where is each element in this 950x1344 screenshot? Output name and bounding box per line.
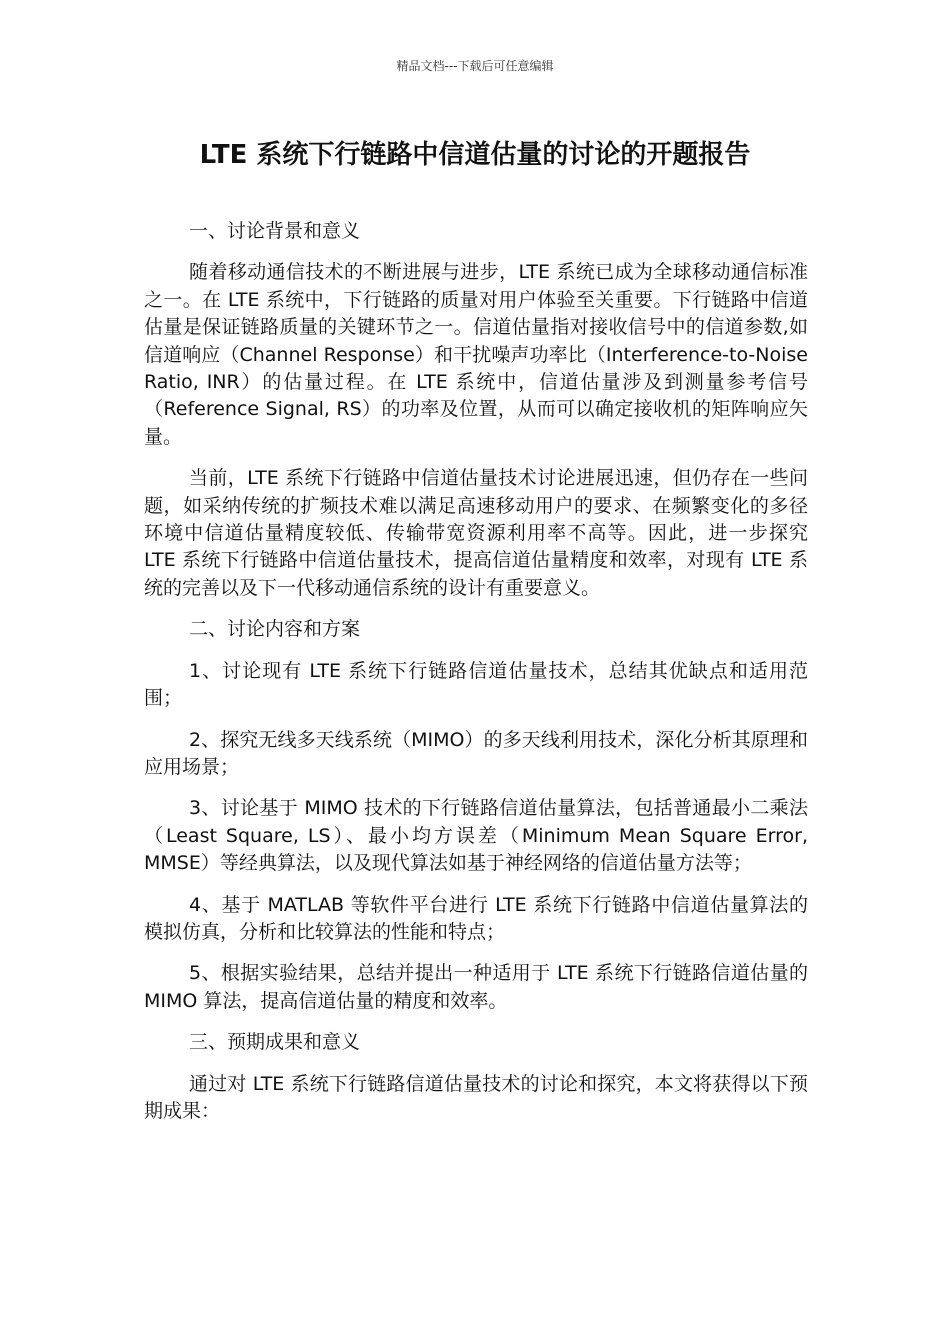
document-title: LTE 系统下行链路中信道估量的讨论的开题报告: [199, 140, 751, 170]
paragraph-expected-1: 通过对 LTE 系统下行链路信道估量技术的讨论和探究，本文将获得以下预期成果：: [144, 1072, 808, 1122]
paragraph-background-2: 当前，LTE 系统下行链路中信道估量技术讨论进展迅速，但仍存在一些问题，如采纳传统的扩频技术难以满足高速移动用户的要求、在频繁变化的多径环境中信道估量精度较低、传输带宽资源利用率不高等。因此，进一步探究 LTE 系统下行链路中信道估量技术，提高信道估量精度和效率，对现有 LTE 系统的完善以及下一代移动通信系统的设计有重要意义。: [144, 467, 808, 599]
section-heading-content: 二、讨论内容和方案: [189, 618, 361, 641]
list-item: 2、探究无线多天线系统（MIMO）的多天线利用技术，深化分析其原理和应用场景；: [144, 728, 808, 778]
document-body: [144, 218, 808, 1139]
list-item: 3、讨论基于 MIMO 技术的下行链路信道估量算法，包括普通最小二乘法（Least Square, LS）、最小均方误差（Minimum Mean Square Error, MMSE）等经典算法，以及现代算法如基于神经网络的信道估量方法等；: [144, 797, 808, 875]
list-item: 5、根据实验结果，总结并提出一种适用于 LTE 系统下行链路信道估量的 MIMO 算法，提高信道估量的精度和效率。: [144, 962, 808, 1012]
section-heading-background: 一、讨论背景和意义: [189, 220, 361, 242]
list-item: 4、基于 MATLAB 等软件平台进行 LTE 系统下行链路中信道估量算法的模拟仿真，分析和比较算法的性能和特点；: [144, 893, 808, 943]
paragraph-background-1: 随着移动通信技术的不断进展与进步，LTE 系统已成为全球移动通信标准之一。在 LTE 系统中，下行链路的质量对用户体验至关重要。下行链路中信道估量是保证链路质量的关键环节之一。信道估量指对接收信号中的信道参数,如信道响应（Channel Response）和干扰噪声功率比（Interference-to-Noise Ratio, INR）的估量过程。在 LTE 系统中，信道估量涉及到测量参考信号（Reference Signal, RS）的功率及位置，从而可以确定接收机的矩阵响应矢量。: [144, 261, 808, 448]
page-header: 精品文档---下载后可任意编辑: [396, 59, 554, 73]
list-item: 1、讨论现有 LTE 系统下行链路信道估量技术，总结其优缺点和适用范围；: [144, 659, 808, 710]
section-heading-expected: 三、预期成果和意义: [189, 1031, 361, 1054]
